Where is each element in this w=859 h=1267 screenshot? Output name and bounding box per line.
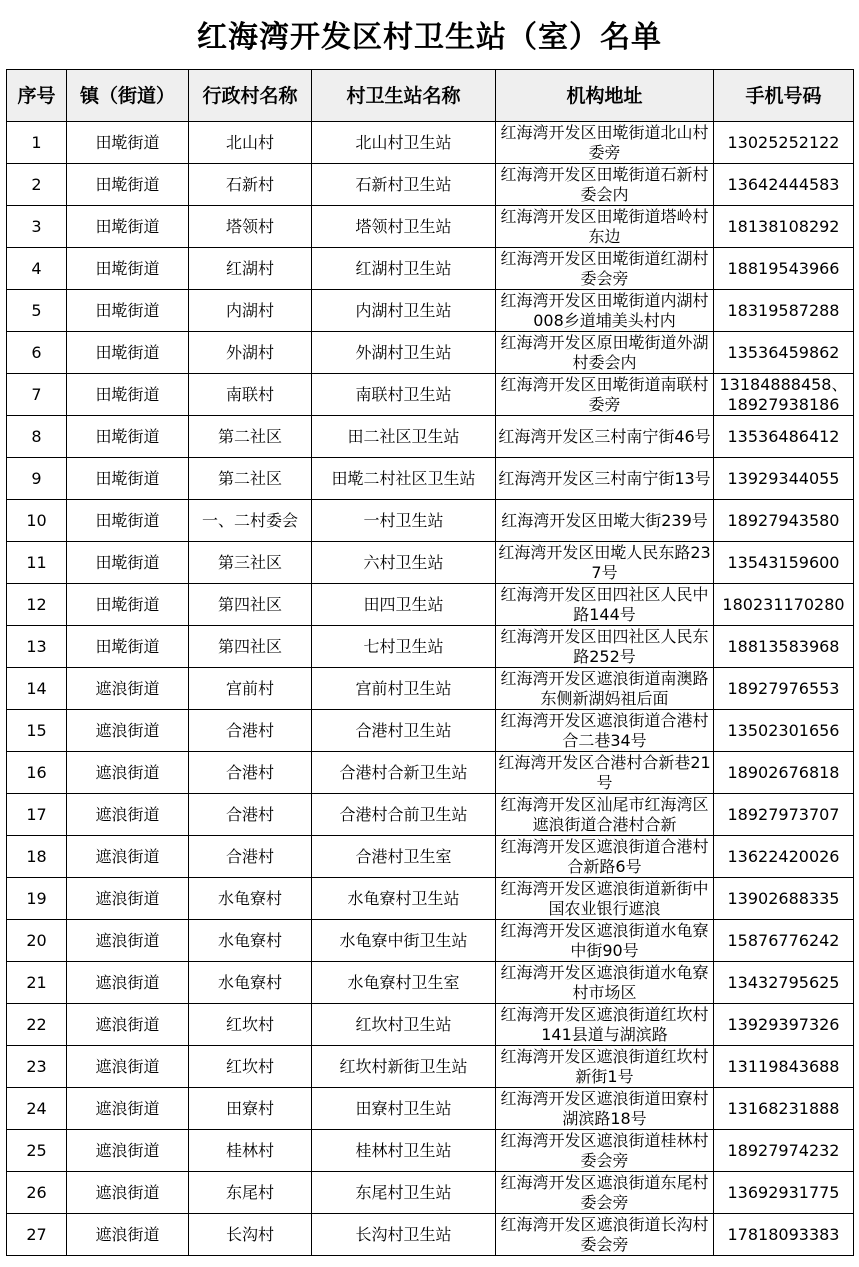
cell-station: 外湖村卫生站 xyxy=(312,332,496,374)
header-phone: 手机号码 xyxy=(714,70,854,122)
cell-village: 南联村 xyxy=(189,374,312,416)
cell-seq: 27 xyxy=(7,1214,67,1256)
cell-address xyxy=(496,752,714,794)
cell-station: 水龟寮村卫生站 xyxy=(312,878,496,920)
table-row xyxy=(7,878,854,920)
cell-seq: 14 xyxy=(7,668,67,710)
address-text: 红海湾开发区合港村合新巷21号 xyxy=(498,752,711,792)
cell-town: 遮浪街道 xyxy=(67,878,189,920)
address-text: 红海湾开发区遮浪街道南澳路东侧新湖妈祖后面 xyxy=(500,668,709,708)
cell-town: 遮浪街道 xyxy=(67,836,189,878)
cell-address xyxy=(496,1172,714,1214)
cell-station: 合港村合新卫生站 xyxy=(312,752,496,794)
cell-phone: 18319587288 xyxy=(714,290,854,332)
cell-station: 合港村卫生室 xyxy=(312,836,496,878)
cell-station: 水龟寮中街卫生站 xyxy=(312,920,496,962)
header-seq: 序号 xyxy=(7,70,67,122)
cell-seq: 23 xyxy=(7,1046,67,1088)
cell-station: 塔领村卫生站 xyxy=(312,206,496,248)
cell-seq: 5 xyxy=(7,290,67,332)
cell-seq: 20 xyxy=(7,920,67,962)
table-header-row xyxy=(7,70,854,122)
cell-phone: 13642444583 xyxy=(714,164,854,206)
cell-seq: 21 xyxy=(7,962,67,1004)
address-text: 红海湾开发区遮浪街道水龟寮中街90号 xyxy=(500,920,709,960)
header-station: 村卫生站名称 xyxy=(312,70,496,122)
cell-phone: 18927943580 xyxy=(714,500,854,542)
cell-phone: 13502301656 xyxy=(714,710,854,752)
cell-town: 田墘街道 xyxy=(67,206,189,248)
address-text: 红海湾开发区遮浪街道田寮村湖滨路18号 xyxy=(500,1088,709,1128)
table-row xyxy=(7,458,854,500)
table-row xyxy=(7,1214,854,1256)
cell-address xyxy=(496,164,714,206)
table-body xyxy=(7,122,854,1256)
cell-station: 田二社区卫生站 xyxy=(312,416,496,458)
cell-seq: 12 xyxy=(7,584,67,626)
phone-text-primary: 13184888458、 xyxy=(719,374,848,394)
cell-station: 内湖村卫生站 xyxy=(312,290,496,332)
table-row xyxy=(7,1130,854,1172)
address-text: 红海湾开发区汕尾市红海湾区遮浪街道合港村合新 xyxy=(500,794,709,834)
cell-seq: 1 xyxy=(7,122,67,164)
cell-address xyxy=(496,626,714,668)
cell-village: 长沟村 xyxy=(189,1214,312,1256)
cell-station: 长沟村卫生站 xyxy=(312,1214,496,1256)
cell-town: 遮浪街道 xyxy=(67,1046,189,1088)
cell-phone: 13168231888 xyxy=(714,1088,854,1130)
address-text: 红海湾开发区田墘街道南联村委旁 xyxy=(500,374,709,414)
address-text: 红海湾开发区田墘街道内湖村008乡道埔美头村内 xyxy=(500,290,709,330)
cell-village: 红湖村 xyxy=(189,248,312,290)
cell-village: 合港村 xyxy=(189,836,312,878)
cell-seq: 16 xyxy=(7,752,67,794)
address-text: 红海湾开发区田四社区人民东路252号 xyxy=(500,626,709,666)
cell-address xyxy=(496,206,714,248)
table-row xyxy=(7,332,854,374)
cell-seq: 22 xyxy=(7,1004,67,1046)
table-row xyxy=(7,836,854,878)
cell-village: 第四社区 xyxy=(189,584,312,626)
cell-phone: 13025252122 xyxy=(714,122,854,164)
cell-town: 遮浪街道 xyxy=(67,794,189,836)
cell-address xyxy=(496,794,714,836)
cell-village: 石新村 xyxy=(189,164,312,206)
cell-village: 塔领村 xyxy=(189,206,312,248)
cell-seq: 13 xyxy=(7,626,67,668)
header-village: 行政村名称 xyxy=(189,70,312,122)
cell-village: 桂林村 xyxy=(189,1130,312,1172)
cell-phone: 180231170280 xyxy=(714,584,854,626)
table-row xyxy=(7,248,854,290)
cell-town: 田墘街道 xyxy=(67,542,189,584)
table-row xyxy=(7,1004,854,1046)
cell-station: 南联村卫生站 xyxy=(312,374,496,416)
table-row xyxy=(7,416,854,458)
address-text: 红海湾开发区遮浪街道红坎村新街1号 xyxy=(500,1046,709,1086)
cell-village: 第二社区 xyxy=(189,458,312,500)
cell-station: 六村卫生站 xyxy=(312,542,496,584)
table-row xyxy=(7,1172,854,1214)
cell-address xyxy=(496,458,714,500)
cell-seq: 24 xyxy=(7,1088,67,1130)
cell-town: 遮浪街道 xyxy=(67,962,189,1004)
cell-phone: 15876776242 xyxy=(714,920,854,962)
cell-station: 田寮村卫生站 xyxy=(312,1088,496,1130)
cell-address xyxy=(496,920,714,962)
address-text: 红海湾开发区田墘大街239号 xyxy=(501,510,708,530)
cell-station: 红坎村卫生站 xyxy=(312,1004,496,1046)
cell-town: 田墘街道 xyxy=(67,248,189,290)
cell-village: 第三社区 xyxy=(189,542,312,584)
cell-address xyxy=(496,122,714,164)
cell-village: 第四社区 xyxy=(189,626,312,668)
cell-phone: 13536486412 xyxy=(714,416,854,458)
table-row xyxy=(7,290,854,332)
address-text: 红海湾开发区三村南宁街13号 xyxy=(498,468,711,488)
cell-town: 遮浪街道 xyxy=(67,752,189,794)
cell-seq: 6 xyxy=(7,332,67,374)
cell-town: 遮浪街道 xyxy=(67,1004,189,1046)
cell-village: 宫前村 xyxy=(189,668,312,710)
phone-text-secondary: 18927938186 xyxy=(727,394,840,414)
cell-station: 东尾村卫生站 xyxy=(312,1172,496,1214)
cell-town: 田墘街道 xyxy=(67,164,189,206)
cell-phone: 13119843688 xyxy=(714,1046,854,1088)
cell-village: 合港村 xyxy=(189,752,312,794)
cell-phone xyxy=(714,374,854,416)
cell-station: 七村卫生站 xyxy=(312,626,496,668)
address-text: 红海湾开发区遮浪街道合港村合二巷34号 xyxy=(500,710,709,750)
cell-seq: 8 xyxy=(7,416,67,458)
clinic-table xyxy=(6,69,854,1256)
cell-station: 宫前村卫生站 xyxy=(312,668,496,710)
cell-town: 田墘街道 xyxy=(67,122,189,164)
address-text: 红海湾开发区田墘街道石新村委会内 xyxy=(500,164,709,204)
address-text: 红海湾开发区田墘街道塔岭村东边 xyxy=(500,206,709,246)
table-row xyxy=(7,500,854,542)
cell-village: 合港村 xyxy=(189,710,312,752)
cell-address xyxy=(496,584,714,626)
address-text: 红海湾开发区遮浪街道合港村合新路6号 xyxy=(500,836,709,876)
cell-phone: 17818093383 xyxy=(714,1214,854,1256)
cell-town: 田墘街道 xyxy=(67,458,189,500)
cell-town: 田墘街道 xyxy=(67,416,189,458)
table-row xyxy=(7,668,854,710)
cell-village: 红坎村 xyxy=(189,1004,312,1046)
table-row xyxy=(7,206,854,248)
address-text: 红海湾开发区遮浪街道长沟村委会旁 xyxy=(500,1214,709,1254)
cell-village: 一、二村委会 xyxy=(189,500,312,542)
cell-phone: 18927974232 xyxy=(714,1130,854,1172)
cell-phone: 13902688335 xyxy=(714,878,854,920)
cell-seq: 15 xyxy=(7,710,67,752)
cell-phone: 13692931775 xyxy=(714,1172,854,1214)
cell-town: 遮浪街道 xyxy=(67,710,189,752)
table-row xyxy=(7,584,854,626)
cell-town: 遮浪街道 xyxy=(67,668,189,710)
table-row xyxy=(7,164,854,206)
cell-town: 遮浪街道 xyxy=(67,1214,189,1256)
cell-address xyxy=(496,500,714,542)
cell-village: 北山村 xyxy=(189,122,312,164)
cell-phone: 18927973707 xyxy=(714,794,854,836)
cell-phone: 18138108292 xyxy=(714,206,854,248)
cell-address xyxy=(496,1046,714,1088)
cell-seq: 26 xyxy=(7,1172,67,1214)
address-text: 红海湾开发区田墘街道红湖村委会旁 xyxy=(500,248,709,288)
cell-town: 遮浪街道 xyxy=(67,1088,189,1130)
cell-seq: 25 xyxy=(7,1130,67,1172)
cell-seq: 19 xyxy=(7,878,67,920)
cell-village: 东尾村 xyxy=(189,1172,312,1214)
table-row xyxy=(7,794,854,836)
cell-phone: 18819543966 xyxy=(714,248,854,290)
cell-station: 田墘二村社区卫生站 xyxy=(312,458,496,500)
address-text: 红海湾开发区原田墘街道外湖村委会内 xyxy=(500,332,709,372)
cell-town: 田墘街道 xyxy=(67,626,189,668)
cell-address xyxy=(496,710,714,752)
table-row xyxy=(7,542,854,584)
header-address: 机构地址 xyxy=(496,70,714,122)
cell-village: 第二社区 xyxy=(189,416,312,458)
cell-town: 田墘街道 xyxy=(67,584,189,626)
cell-phone: 13929397326 xyxy=(714,1004,854,1046)
cell-address xyxy=(496,248,714,290)
cell-phone: 13543159600 xyxy=(714,542,854,584)
cell-village: 水龟寮村 xyxy=(189,878,312,920)
cell-address xyxy=(496,962,714,1004)
cell-address xyxy=(496,1004,714,1046)
cell-town: 田墘街道 xyxy=(67,374,189,416)
table-row xyxy=(7,1088,854,1130)
cell-town: 田墘街道 xyxy=(67,332,189,374)
cell-address xyxy=(496,290,714,332)
cell-address xyxy=(496,332,714,374)
table-row xyxy=(7,626,854,668)
page-title: 红海湾开发区村卫生站（室）名单 xyxy=(197,20,662,55)
cell-village: 内湖村 xyxy=(189,290,312,332)
cell-phone: 13622420026 xyxy=(714,836,854,878)
cell-town: 田墘街道 xyxy=(67,290,189,332)
cell-address xyxy=(496,878,714,920)
cell-station: 红湖村卫生站 xyxy=(312,248,496,290)
address-text: 红海湾开发区遮浪街道水龟寮村市场区 xyxy=(500,962,709,1002)
cell-address xyxy=(496,416,714,458)
cell-town: 田墘街道 xyxy=(67,500,189,542)
cell-seq: 7 xyxy=(7,374,67,416)
cell-village: 外湖村 xyxy=(189,332,312,374)
address-text: 红海湾开发区遮浪街道红坎村141县道与湖滨路 xyxy=(500,1004,709,1044)
table-row xyxy=(7,374,854,416)
address-text: 红海湾开发区田四社区人民中路144号 xyxy=(500,584,709,624)
cell-village: 合港村 xyxy=(189,794,312,836)
cell-address xyxy=(496,836,714,878)
cell-town: 遮浪街道 xyxy=(67,1172,189,1214)
cell-phone: 13929344055 xyxy=(714,458,854,500)
cell-phone: 13536459862 xyxy=(714,332,854,374)
cell-seq: 4 xyxy=(7,248,67,290)
table-row xyxy=(7,752,854,794)
cell-address xyxy=(496,374,714,416)
cell-station: 田四卫生站 xyxy=(312,584,496,626)
address-text: 红海湾开发区田墘街道北山村委旁 xyxy=(500,122,709,162)
address-text: 红海湾开发区遮浪街道东尾村委会旁 xyxy=(500,1172,709,1212)
cell-seq: 3 xyxy=(7,206,67,248)
table-row xyxy=(7,920,854,962)
cell-address xyxy=(496,668,714,710)
cell-station: 水龟寮村卫生室 xyxy=(312,962,496,1004)
cell-seq: 18 xyxy=(7,836,67,878)
address-text: 红海湾开发区遮浪街道桂林村委会旁 xyxy=(500,1130,709,1170)
cell-seq: 2 xyxy=(7,164,67,206)
cell-address xyxy=(496,1130,714,1172)
table-row xyxy=(7,962,854,1004)
cell-town: 遮浪街道 xyxy=(67,1130,189,1172)
cell-station: 北山村卫生站 xyxy=(312,122,496,164)
address-text: 红海湾开发区遮浪街道新街中国农业银行遮浪 xyxy=(500,878,709,918)
cell-station: 桂林村卫生站 xyxy=(312,1130,496,1172)
cell-village: 水龟寮村 xyxy=(189,920,312,962)
cell-station: 合港村合前卫生站 xyxy=(312,794,496,836)
cell-phone: 18927976553 xyxy=(714,668,854,710)
cell-address xyxy=(496,1214,714,1256)
table-row xyxy=(7,1046,854,1088)
cell-seq: 9 xyxy=(7,458,67,500)
cell-village: 水龟寮村 xyxy=(189,962,312,1004)
cell-phone: 18902676818 xyxy=(714,752,854,794)
cell-phone: 18813583968 xyxy=(714,626,854,668)
address-text: 红海湾开发区田墘人民东路237号 xyxy=(498,542,711,582)
cell-station: 合港村卫生站 xyxy=(312,710,496,752)
cell-seq: 11 xyxy=(7,542,67,584)
cell-phone: 13432795625 xyxy=(714,962,854,1004)
cell-station: 红坎村新街卫生站 xyxy=(312,1046,496,1088)
address-text: 红海湾开发区三村南宁街46号 xyxy=(498,426,711,446)
table-row xyxy=(7,710,854,752)
cell-address xyxy=(496,1088,714,1130)
cell-seq: 10 xyxy=(7,500,67,542)
cell-village: 红坎村 xyxy=(189,1046,312,1088)
cell-station: 一村卫生站 xyxy=(312,500,496,542)
cell-address xyxy=(496,542,714,584)
cell-village: 田寮村 xyxy=(189,1088,312,1130)
cell-station: 石新村卫生站 xyxy=(312,164,496,206)
table-row xyxy=(7,122,854,164)
cell-seq: 17 xyxy=(7,794,67,836)
cell-town: 遮浪街道 xyxy=(67,920,189,962)
header-town: 镇（街道） xyxy=(67,70,189,122)
